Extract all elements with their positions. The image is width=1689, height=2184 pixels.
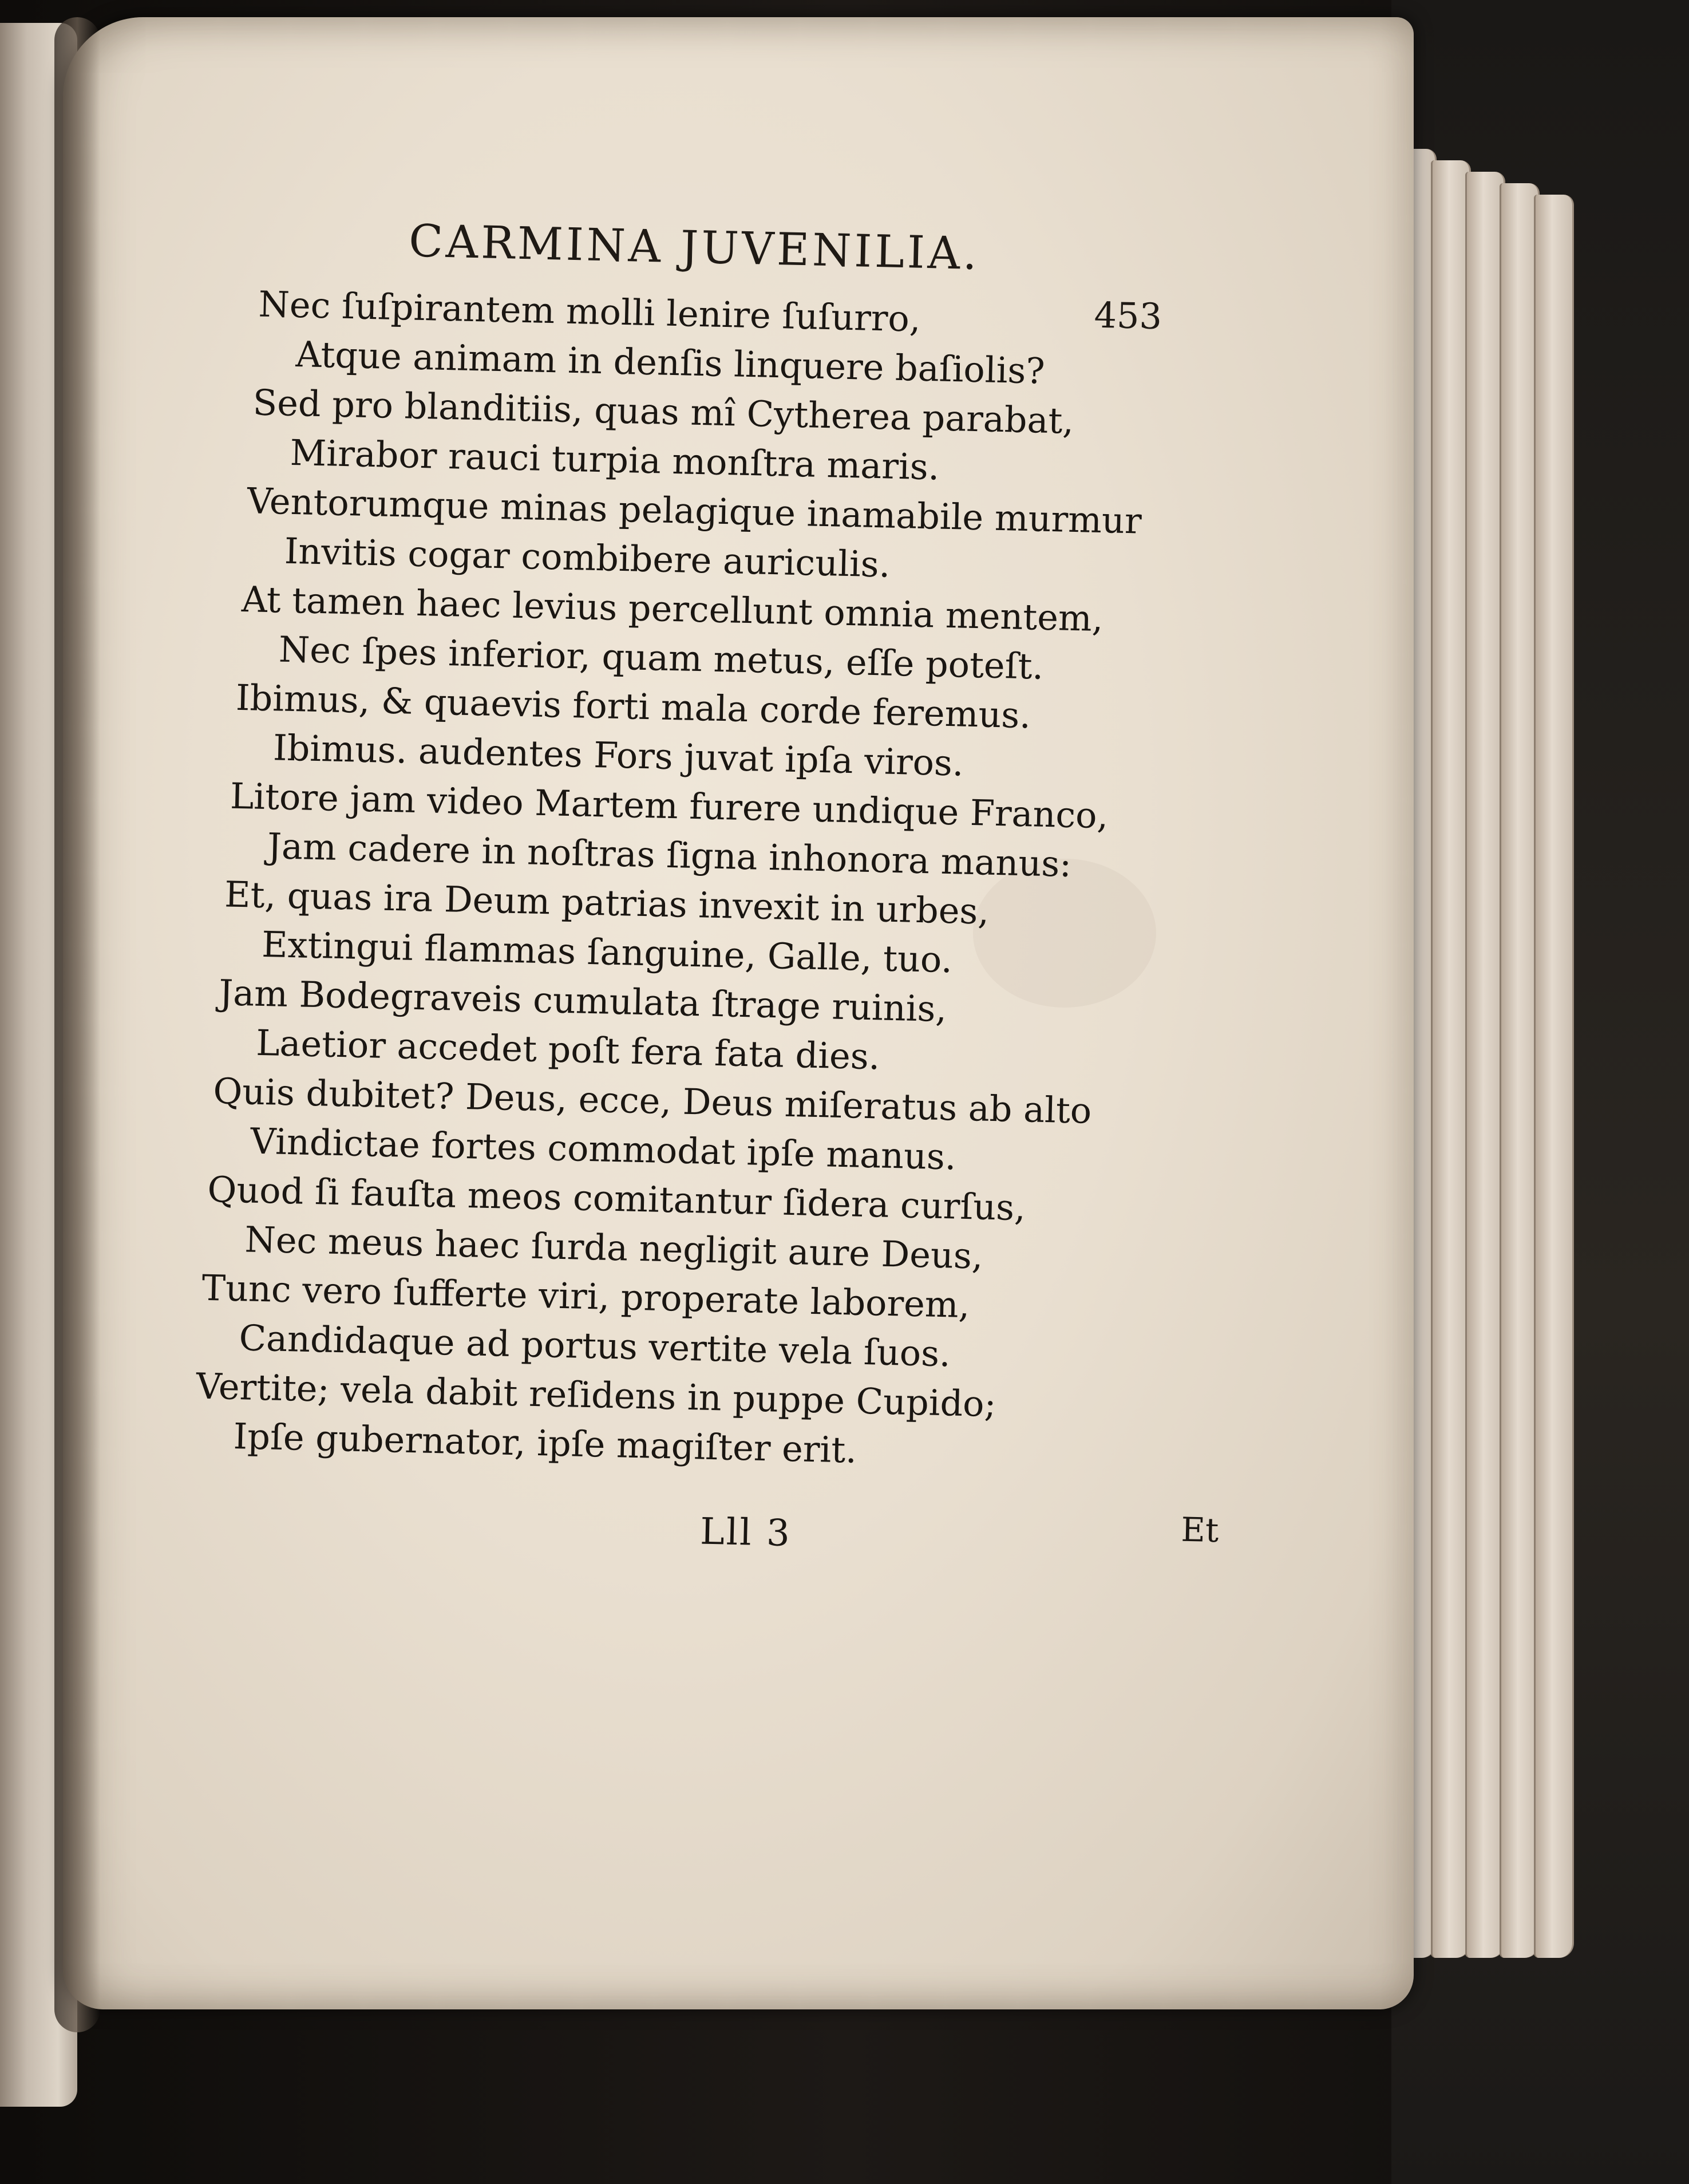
verse-line: Nec meus haec ſurda negligit aure Deus,: [244, 1218, 984, 1277]
verse-line: Mirabor rauci turpia monſtra maris.: [290, 431, 940, 488]
verse-line: Litore jam video Martem furere undique Franco,: [230, 775, 1109, 837]
verse-line: Ventorumque minas pelagique inamabile murmur: [247, 480, 1142, 542]
verse-line: Vindictae fortes commodat ipſe manus.: [250, 1120, 957, 1178]
verse-line: Sed pro blanditiis, quas mî Cytherea parabat,: [252, 381, 1074, 442]
verse-line: Jam cadere in noſtras ſigna inhonora manus:: [267, 825, 1072, 885]
signature-mark: Lll 3: [699, 1510, 792, 1555]
verse-line: Nec ſpes inferior, quam metus, eſſe poteſt.: [278, 628, 1045, 688]
verse-line: Tunc vero ſufferte viri, properate laborem,: [201, 1266, 971, 1326]
verse-line: Jam Bodegraveis cumulata ſtrage ruinis,: [218, 971, 947, 1030]
verse-line: At tamen haec levius percellunt omnia mentem,: [241, 578, 1104, 640]
verse-line: Ipſe gubernator, ipſe magiſter erit.: [233, 1415, 857, 1471]
catchword: Et: [1180, 1510, 1220, 1550]
verse-line: Atque animam in denſis linquere baſiolis?: [295, 333, 1046, 392]
verse-line: Nec ſuſpirantem molli lenire ſuſurro,: [258, 283, 921, 340]
verse-line: Ibimus. audentes Fors juvat ipſa viros.: [272, 726, 964, 784]
verse-line: Laetior accedet poſt fera fata dies.: [255, 1021, 881, 1078]
page-number: 453: [1093, 294, 1162, 338]
verse-line: Extingui flammas ſanguine, Galle, tuo.: [261, 923, 953, 981]
verse-line: Quis dubitet? Deus, ecce, Deus miſeratus ab alto: [212, 1070, 1093, 1132]
verse-line: Invitis cogar combibere auriculis.: [284, 530, 891, 586]
verse-line: Et, quas ira Deum patrias invexit in urbes,: [224, 873, 990, 933]
verse-line: Candidaque ad portus vertite vela ſuos.: [238, 1317, 951, 1375]
verse-line: Ibimus, & quaevis forti mala corde feremus.: [235, 676, 1031, 737]
verse-line: Quod ſi fauſta meos comitantur ſidera curſus,: [207, 1168, 1026, 1229]
verse-line: Vertite; vela dabit reſidens in puppe Cupido;: [196, 1365, 997, 1425]
running-head: CARMINA JUVENILIA.: [408, 215, 980, 281]
